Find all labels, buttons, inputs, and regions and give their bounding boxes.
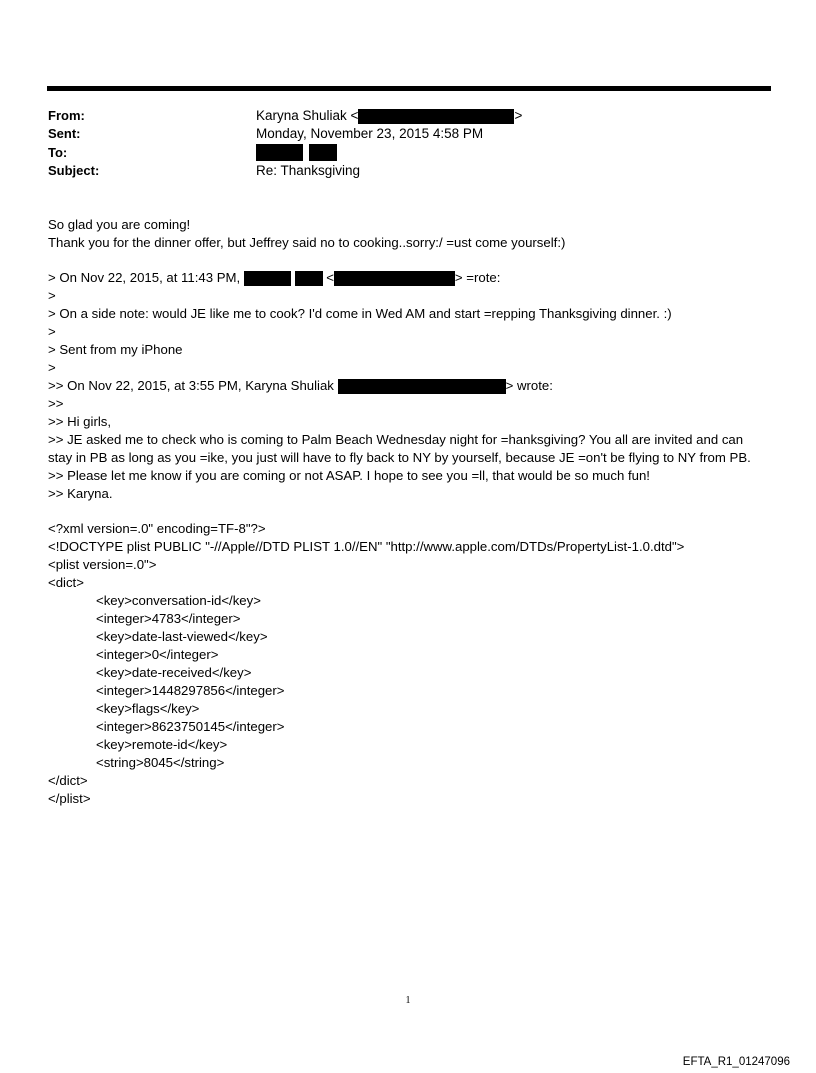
quote-text: >> On Nov 22, 2015, at 3:55 PM, Karyna Shuliak	[48, 378, 334, 393]
quote-line	[48, 377, 553, 395]
to-label: To:	[48, 145, 68, 160]
redaction-block	[358, 109, 514, 124]
xml-line: <key>date-last-viewed</key>	[96, 629, 268, 644]
quote-line	[48, 269, 500, 287]
xml-line: <key>date-received</key>	[96, 665, 252, 680]
sent-value: Monday, November 23, 2015 4:58 PM	[256, 126, 484, 141]
redaction-block	[334, 271, 455, 286]
quote-line: > Sent from my iPhone	[48, 342, 183, 357]
body-line: So glad you are coming!	[48, 217, 191, 232]
quote-line: >> JE asked me to check who is coming to Palm Beach Wednesday night for =hanksgiving? You all are invited and can	[48, 432, 744, 447]
redaction-block	[309, 144, 337, 161]
quote-line: >	[48, 288, 56, 303]
quote-line: >> Hi girls,	[48, 414, 112, 429]
subject-value: Re: Thanksgiving	[256, 163, 361, 178]
xml-line: <string>8045</string>	[96, 755, 225, 770]
xml-line: </plist>	[48, 791, 91, 806]
document-id: EFTA_R1_01247096	[682, 1056, 790, 1068]
redaction-block	[295, 271, 323, 286]
quote-line: >>	[48, 396, 64, 411]
quote-line: >> Please let me know if you are coming or not ASAP. I hope to see you =ll, that would be so much fun!	[48, 468, 650, 483]
from-label: From:	[48, 108, 85, 123]
quote-text: <	[326, 270, 334, 285]
quote-text: > =rote:	[454, 270, 501, 285]
quote-text: > On Nov 22, 2015, at 11:43 PM,	[48, 270, 241, 285]
subject-label: Subject:	[48, 163, 100, 178]
xml-line: <!DOCTYPE plist PUBLIC "-//Apple//DTD PLIST 1.0//EN" "http://www.apple.com/DTDs/PropertyList-1.0.dtd">	[48, 539, 685, 554]
to-value	[256, 143, 337, 161]
xml-line: <key>conversation-id</key>	[96, 593, 261, 608]
quote-line: >	[48, 324, 56, 339]
quote-line: > On a side note: would JE like me to cook? I'd come in Wed AM and start =repping Thanksgiving dinner. :)	[48, 306, 672, 321]
quote-text: > wrote:	[505, 378, 553, 393]
xml-line: </dict>	[48, 773, 88, 788]
header-rule	[47, 86, 771, 91]
quote-line: stay in PB as long as you =ike, you just will have to fly back to NY by yourself, because JE =on't be flying to NY from PB.	[48, 450, 751, 465]
body-line: Thank you for the dinner offer, but Jeffrey said no to cooking..sorry:/ =ust come yourself:)	[48, 235, 566, 250]
sent-label: Sent:	[48, 126, 81, 141]
xml-line: <?xml version=.0" encoding=TF-8"?>	[48, 521, 266, 536]
xml-line: <key>remote-id</key>	[96, 737, 228, 752]
xml-line: <dict>	[48, 575, 84, 590]
xml-line: <integer>8623750145</integer>	[96, 719, 285, 734]
xml-line: <key>flags</key>	[96, 701, 200, 716]
from-close: >	[514, 108, 523, 123]
from-value	[256, 107, 522, 125]
page-number: 1	[405, 995, 411, 1006]
xml-line: <integer>0</integer>	[96, 647, 219, 662]
from-name: Karyna Shuliak <	[256, 108, 359, 123]
quote-line: >	[48, 360, 56, 375]
redaction-block	[256, 144, 303, 161]
xml-line: <integer>1448297856</integer>	[96, 683, 285, 698]
xml-line: <integer>4783</integer>	[96, 611, 241, 626]
redaction-block	[244, 271, 291, 286]
quote-line: >> Karyna.	[48, 486, 113, 501]
xml-line: <plist version=.0">	[48, 557, 157, 572]
redaction-block	[338, 379, 506, 394]
